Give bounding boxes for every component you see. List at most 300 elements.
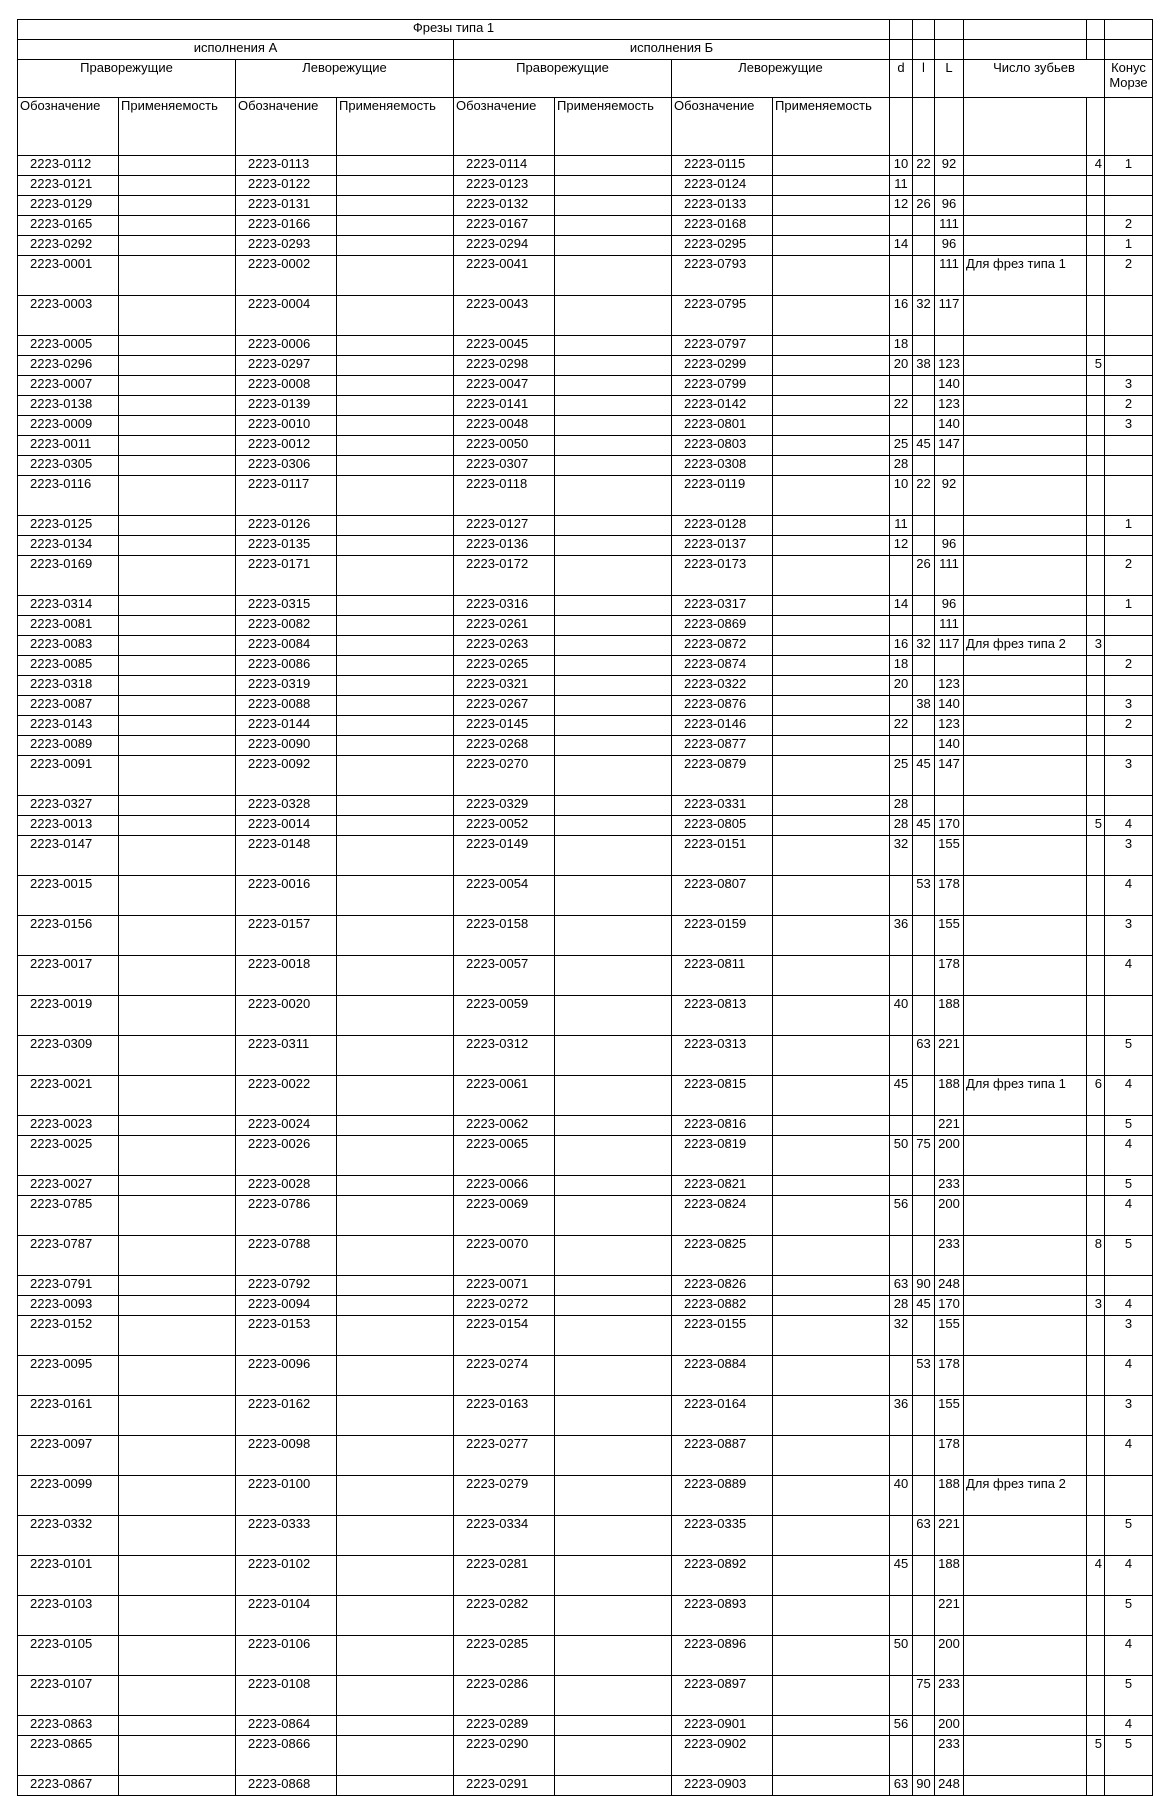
table-row (18, 256, 1153, 296)
table-row (18, 1276, 1153, 1296)
designation-cell: 2223-0813 (672, 996, 773, 1036)
applicability-cell (119, 656, 236, 676)
designation-cell: 2223-0327 (18, 796, 119, 816)
applicability-cell (119, 396, 236, 416)
header-l: l (913, 60, 935, 98)
designation-cell: 2223-0015 (18, 876, 119, 916)
designation-cell: 2223-0132 (454, 196, 555, 216)
designation-cell: 2223-0085 (18, 656, 119, 676)
designation-cell: 2223-0103 (18, 1596, 119, 1636)
d-cell: 14 (890, 596, 913, 616)
applicability-cell (119, 1296, 236, 1316)
designation-cell: 2223-0002 (236, 256, 337, 296)
designation-cell: 2223-0889 (672, 1476, 773, 1516)
l-cell (913, 1636, 935, 1676)
applicability-cell (773, 916, 890, 956)
l-cell (913, 1196, 935, 1236)
applicability-cell (555, 956, 672, 996)
applicability-cell (337, 1076, 454, 1116)
applicability-cell (773, 716, 890, 736)
l-cell (913, 1236, 935, 1276)
designation-cell: 2223-0897 (672, 1676, 773, 1716)
designation-cell: 2223-0138 (18, 396, 119, 416)
morse-cell: 2 (1105, 256, 1153, 296)
d-cell (890, 1436, 913, 1476)
applicability-cell (773, 216, 890, 236)
designation-cell: 2223-0164 (672, 1396, 773, 1436)
applicability-cell (555, 1596, 672, 1636)
L-cell: 96 (935, 536, 964, 556)
designation-cell: 2223-0797 (672, 336, 773, 356)
applicability-cell (119, 416, 236, 436)
applicability-cell (773, 1676, 890, 1716)
l-cell: 45 (913, 816, 935, 836)
L-cell: 233 (935, 1736, 964, 1776)
designation-cell: 2223-0007 (18, 376, 119, 396)
designation-cell: 2223-0001 (18, 256, 119, 296)
teeth-note-cell (964, 1176, 1087, 1196)
L-cell: 188 (935, 1076, 964, 1116)
table-row (18, 1516, 1153, 1556)
L-cell: 147 (935, 436, 964, 456)
applicability-cell (337, 536, 454, 556)
applicability-cell (119, 336, 236, 356)
l-cell (913, 516, 935, 536)
table-row (18, 336, 1153, 356)
header-designation: Обозначение (18, 98, 119, 156)
designation-cell: 2223-0146 (672, 716, 773, 736)
morse-cell: 5 (1105, 1596, 1153, 1636)
teeth-count-cell (1087, 1596, 1105, 1636)
L-cell: 92 (935, 476, 964, 516)
l-cell (913, 1436, 935, 1476)
applicability-cell (119, 536, 236, 556)
teeth-note-cell (964, 1396, 1087, 1436)
applicability-cell (119, 1196, 236, 1236)
table-row (18, 376, 1153, 396)
l-cell (913, 216, 935, 236)
table-row (18, 1676, 1153, 1716)
designation-cell: 2223-0893 (672, 1596, 773, 1636)
morse-cell: 2 (1105, 716, 1153, 736)
applicability-cell (555, 476, 672, 516)
morse-cell: 4 (1105, 1636, 1153, 1676)
designation-cell: 2223-0332 (18, 1516, 119, 1556)
teeth-note-cell (964, 616, 1087, 636)
designation-cell: 2223-0020 (236, 996, 337, 1036)
applicability-cell (773, 996, 890, 1036)
d-cell: 16 (890, 636, 913, 656)
L-cell: 200 (935, 1636, 964, 1676)
table-row (18, 1596, 1153, 1636)
applicability-cell (555, 1716, 672, 1736)
l-cell (913, 176, 935, 196)
designation-cell: 2223-0112 (18, 156, 119, 176)
teeth-count-cell (1087, 236, 1105, 256)
l-cell (913, 236, 935, 256)
designation-cell: 2223-0114 (454, 156, 555, 176)
L-cell: 92 (935, 156, 964, 176)
designation-cell: 2223-0050 (454, 436, 555, 456)
L-cell: 117 (935, 636, 964, 656)
applicability-cell (119, 456, 236, 476)
L-cell (935, 516, 964, 536)
L-cell (935, 796, 964, 816)
designation-cell: 2223-0066 (454, 1176, 555, 1196)
l-cell (913, 596, 935, 616)
designation-cell: 2223-0106 (236, 1636, 337, 1676)
l-cell (913, 256, 935, 296)
designation-cell: 2223-0119 (672, 476, 773, 516)
designation-cell: 2223-0096 (236, 1356, 337, 1396)
teeth-count-cell (1087, 796, 1105, 816)
designation-cell: 2223-0295 (672, 236, 773, 256)
d-cell: 28 (890, 796, 913, 816)
L-cell: 221 (935, 1516, 964, 1556)
teeth-note-cell (964, 216, 1087, 236)
l-cell (913, 1736, 935, 1776)
morse-cell (1105, 676, 1153, 696)
header-a-right: Праворежущие (18, 60, 236, 98)
morse-cell: 4 (1105, 956, 1153, 996)
designation-cell: 2223-0155 (672, 1316, 773, 1356)
l-cell: 26 (913, 196, 935, 216)
L-cell: 155 (935, 836, 964, 876)
applicability-cell (337, 716, 454, 736)
designation-cell: 2223-0826 (672, 1276, 773, 1296)
designation-cell: 2223-0135 (236, 536, 337, 556)
applicability-cell (555, 256, 672, 296)
L-cell: 233 (935, 1676, 964, 1716)
L-cell: 188 (935, 1476, 964, 1516)
applicability-cell (555, 396, 672, 416)
designation-cell: 2223-0901 (672, 1716, 773, 1736)
l-cell (913, 1176, 935, 1196)
designation-cell: 2223-0319 (236, 676, 337, 696)
applicability-cell (555, 216, 672, 236)
teeth-count-cell (1087, 716, 1105, 736)
d-cell (890, 376, 913, 396)
l-cell (913, 716, 935, 736)
designation-cell: 2223-0293 (236, 236, 337, 256)
designation-cell: 2223-0294 (454, 236, 555, 256)
designation-cell: 2223-0795 (672, 296, 773, 336)
header-b-right: Праворежущие (454, 60, 672, 98)
applicability-cell (555, 1556, 672, 1596)
morse-cell: 3 (1105, 756, 1153, 796)
applicability-cell (337, 516, 454, 536)
designation-cell: 2223-0292 (18, 236, 119, 256)
morse-cell (1105, 356, 1153, 376)
designation-cell: 2223-0869 (672, 616, 773, 636)
designation-cell: 2223-0157 (236, 916, 337, 956)
l-cell (913, 536, 935, 556)
designation-cell: 2223-0282 (454, 1596, 555, 1636)
designation-cell: 2223-0171 (236, 556, 337, 596)
designation-cell: 2223-0156 (18, 916, 119, 956)
teeth-count-cell: 5 (1087, 1736, 1105, 1776)
applicability-cell (337, 1716, 454, 1736)
table-row (18, 516, 1153, 536)
L-cell: 140 (935, 736, 964, 756)
morse-cell (1105, 1476, 1153, 1516)
applicability-cell (119, 1436, 236, 1476)
morse-cell (1105, 536, 1153, 556)
teeth-note-cell (964, 1736, 1087, 1776)
designation-cell: 2223-0289 (454, 1716, 555, 1736)
teeth-note-cell: Для фрез типа 2 (964, 1476, 1087, 1516)
applicability-cell (773, 1076, 890, 1116)
applicability-cell (119, 1236, 236, 1276)
designation-cell: 2223-0277 (454, 1436, 555, 1476)
designation-cell: 2223-0785 (18, 1196, 119, 1236)
designation-cell: 2223-0824 (672, 1196, 773, 1236)
teeth-count-cell (1087, 1276, 1105, 1296)
applicability-cell (119, 1396, 236, 1436)
header-designation: Обозначение (236, 98, 337, 156)
teeth-note-cell (964, 676, 1087, 696)
designation-cell: 2223-0104 (236, 1596, 337, 1636)
teeth-count-cell (1087, 616, 1105, 636)
designation-cell: 2223-0787 (18, 1236, 119, 1276)
l-cell: 22 (913, 476, 935, 516)
applicability-cell (555, 236, 672, 256)
applicability-cell (119, 616, 236, 636)
applicability-cell (337, 1676, 454, 1716)
designation-cell: 2223-0308 (672, 456, 773, 476)
teeth-note-cell (964, 696, 1087, 716)
teeth-count-cell: 5 (1087, 816, 1105, 836)
L-cell: 117 (935, 296, 964, 336)
applicability-cell (773, 876, 890, 916)
designation-cell: 2223-0791 (18, 1276, 119, 1296)
morse-cell (1105, 336, 1153, 356)
morse-cell: 5 (1105, 1116, 1153, 1136)
designation-cell: 2223-0057 (454, 956, 555, 996)
L-cell: 111 (935, 556, 964, 596)
d-cell (890, 1736, 913, 1776)
d-cell: 18 (890, 336, 913, 356)
applicability-cell (555, 156, 672, 176)
designation-cell: 2223-0876 (672, 696, 773, 716)
designation-cell: 2223-0098 (236, 1436, 337, 1476)
morse-cell: 4 (1105, 1196, 1153, 1236)
designation-cell: 2223-0027 (18, 1176, 119, 1196)
applicability-cell (773, 1716, 890, 1736)
d-cell (890, 216, 913, 236)
designation-cell: 2223-0306 (236, 456, 337, 476)
applicability-cell (555, 356, 672, 376)
designation-cell: 2223-0009 (18, 416, 119, 436)
applicability-cell (773, 536, 890, 556)
applicability-cell (555, 1636, 672, 1676)
designation-cell: 2223-0154 (454, 1316, 555, 1356)
teeth-count-cell (1087, 456, 1105, 476)
morse-cell: 2 (1105, 396, 1153, 416)
teeth-note-cell (964, 336, 1087, 356)
designation-cell: 2223-0059 (454, 996, 555, 1036)
applicability-cell (773, 1196, 890, 1236)
l-cell (913, 956, 935, 996)
applicability-cell (337, 676, 454, 696)
applicability-cell (773, 956, 890, 996)
morse-cell (1105, 636, 1153, 656)
applicability-cell (773, 656, 890, 676)
applicability-cell (337, 376, 454, 396)
designation-cell: 2223-0025 (18, 1136, 119, 1176)
applicability-cell (773, 1736, 890, 1776)
applicability-cell (555, 376, 672, 396)
applicability-cell (119, 1716, 236, 1736)
applicability-cell (119, 956, 236, 996)
applicability-cell (555, 416, 672, 436)
designation-cell: 2223-0086 (236, 656, 337, 676)
cutters-table (17, 19, 1153, 1796)
designation-cell: 2223-0107 (18, 1676, 119, 1716)
d-cell: 11 (890, 516, 913, 536)
d-cell: 16 (890, 296, 913, 336)
applicability-cell (337, 1736, 454, 1776)
designation-cell: 2223-0139 (236, 396, 337, 416)
L-cell (935, 456, 964, 476)
morse-cell: 4 (1105, 1356, 1153, 1396)
teeth-note-cell (964, 236, 1087, 256)
header-exec-b: исполнения Б (454, 40, 890, 60)
teeth-count-cell (1087, 1176, 1105, 1196)
designation-cell: 2223-0021 (18, 1076, 119, 1116)
designation-cell: 2223-0141 (454, 396, 555, 416)
table-row (18, 616, 1153, 636)
applicability-cell (119, 196, 236, 216)
L-cell: 233 (935, 1236, 964, 1276)
applicability-cell (119, 1116, 236, 1136)
d-cell: 36 (890, 916, 913, 956)
designation-cell: 2223-0162 (236, 1396, 337, 1436)
applicability-cell (337, 736, 454, 756)
applicability-cell (773, 1636, 890, 1676)
L-cell: 248 (935, 1776, 964, 1796)
l-cell: 63 (913, 1516, 935, 1556)
l-cell: 26 (913, 556, 935, 596)
applicability-cell (773, 336, 890, 356)
teeth-count-cell (1087, 436, 1105, 456)
teeth-count-cell (1087, 396, 1105, 416)
applicability-cell (119, 876, 236, 916)
d-cell (890, 556, 913, 596)
designation-cell: 2223-0115 (672, 156, 773, 176)
designation-cell: 2223-0328 (236, 796, 337, 816)
applicability-cell (555, 1736, 672, 1776)
applicability-cell (773, 1316, 890, 1356)
d-cell: 28 (890, 1296, 913, 1316)
L-cell: 111 (935, 256, 964, 296)
applicability-cell (773, 1556, 890, 1596)
morse-cell: 4 (1105, 1076, 1153, 1116)
applicability-cell (773, 696, 890, 716)
designation-cell: 2223-0333 (236, 1516, 337, 1556)
table-row (18, 356, 1153, 376)
designation-cell: 2223-0088 (236, 696, 337, 716)
d-cell (890, 1176, 913, 1196)
designation-cell: 2223-0296 (18, 356, 119, 376)
designation-cell: 2223-0173 (672, 556, 773, 596)
applicability-cell (555, 816, 672, 836)
designation-cell: 2223-0016 (236, 876, 337, 916)
L-cell: 170 (935, 816, 964, 836)
designation-cell: 2223-0261 (454, 616, 555, 636)
table-row (18, 1776, 1153, 1796)
teeth-note-cell (964, 356, 1087, 376)
teeth-count-cell (1087, 756, 1105, 796)
teeth-note-cell (964, 516, 1087, 536)
teeth-count-cell (1087, 1436, 1105, 1476)
designation-cell: 2223-0158 (454, 916, 555, 956)
designation-cell: 2223-0071 (454, 1276, 555, 1296)
applicability-cell (119, 596, 236, 616)
applicability-cell (555, 876, 672, 916)
designation-cell: 2223-0291 (454, 1776, 555, 1796)
teeth-count-cell (1087, 476, 1105, 516)
teeth-note-cell (964, 416, 1087, 436)
applicability-cell (119, 516, 236, 536)
applicability-cell (337, 1196, 454, 1236)
d-cell: 25 (890, 436, 913, 456)
l-cell (913, 1116, 935, 1136)
designation-cell: 2223-0313 (672, 1036, 773, 1076)
designation-cell: 2223-0316 (454, 596, 555, 616)
designation-cell: 2223-0006 (236, 336, 337, 356)
applicability-cell (337, 296, 454, 336)
l-cell (913, 376, 935, 396)
applicability-cell (119, 1776, 236, 1796)
morse-cell: 3 (1105, 1396, 1153, 1436)
teeth-count-cell (1087, 1516, 1105, 1556)
morse-cell (1105, 456, 1153, 476)
table-row (18, 836, 1153, 876)
l-cell (913, 1716, 935, 1736)
morse-cell: 2 (1105, 556, 1153, 596)
teeth-count-cell: 3 (1087, 1296, 1105, 1316)
l-cell (913, 1476, 935, 1516)
designation-cell: 2223-0286 (454, 1676, 555, 1716)
applicability-cell (773, 176, 890, 196)
designation-cell: 2223-0129 (18, 196, 119, 216)
designation-cell: 2223-0801 (672, 416, 773, 436)
table-row (18, 796, 1153, 816)
designation-cell: 2223-0070 (454, 1236, 555, 1276)
designation-cell: 2223-0896 (672, 1636, 773, 1676)
L-cell: 123 (935, 716, 964, 736)
header-applicability: Применяемость (555, 98, 672, 156)
applicability-cell (119, 756, 236, 796)
designation-cell: 2223-0172 (454, 556, 555, 596)
l-cell (913, 396, 935, 416)
morse-cell: 1 (1105, 516, 1153, 536)
designation-cell: 2223-0816 (672, 1116, 773, 1136)
applicability-cell (119, 1636, 236, 1676)
applicability-cell (773, 1276, 890, 1296)
designation-cell: 2223-0061 (454, 1076, 555, 1116)
morse-cell (1105, 296, 1153, 336)
teeth-count-cell (1087, 676, 1105, 696)
applicability-cell (119, 1516, 236, 1556)
applicability-cell (555, 1236, 672, 1276)
teeth-count-cell: 6 (1087, 1076, 1105, 1116)
table-row (18, 696, 1153, 716)
d-cell (890, 1036, 913, 1076)
teeth-count-cell (1087, 596, 1105, 616)
table-row (18, 1136, 1153, 1176)
